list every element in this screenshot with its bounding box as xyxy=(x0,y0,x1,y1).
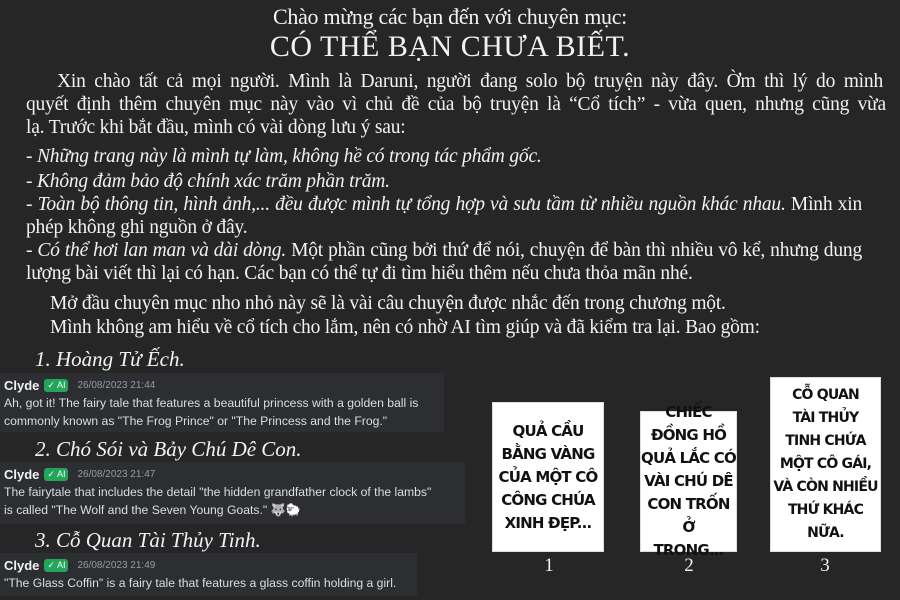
note-text: - Có thể hơi lan man và dài dòng. xyxy=(26,240,287,261)
chat-message xyxy=(0,373,444,432)
note-3 xyxy=(26,193,862,216)
paragraph-3: Mình không am hiểu về cổ tích cho lắm, nên có nhờ AI tìm giúp và đã kiểm tra lại. Bao gồm: xyxy=(50,317,760,338)
panel-label: 2 xyxy=(684,555,694,576)
section-subtitle: Chào mừng các bạn đến với chuyên mục: xyxy=(273,4,627,29)
note-text: - Toàn bộ thông tin, hình ảnh,... đều được mình tự tổng hợp và sưu tầm từ nhiều nguồn khác nhau. xyxy=(26,194,786,215)
paragraph-2: Mở đầu chuyên mục nho nhỏ này sẽ là vài câu chuyện được nhắc đến trong chương một. xyxy=(50,293,726,314)
panel-label: 1 xyxy=(544,555,554,576)
ai-badge: ✓ AI xyxy=(44,379,68,392)
chat-message xyxy=(0,462,465,524)
timestamp: 26/08/2023 21:49 xyxy=(77,559,156,571)
manga-panel: CỖ QUAN TÀI THỦY TINH CHỨA MỘT CÔ GÁI, VÀ CÒN NHIỀU THỨ KHÁC NỮA. xyxy=(770,377,881,552)
message-text: is called "The Wolf and the Seven Young Goats." 🐺🐑 xyxy=(4,503,301,517)
manga-panel: QUẢ CẦU BẰNG VÀNG CỦA MỘT CÔ CÔNG CHÚA XINH ĐẸP... xyxy=(492,402,604,552)
message-text: The fairytale that includes the detail "the hidden grandfather clock of the lambs" xyxy=(4,485,432,499)
note-4 xyxy=(26,239,862,262)
intro-line: Xin chào tất cả mọi người. Mình là Daruni, người đang solo bộ truyện này đây. Ờm thì lý do mình xyxy=(57,71,883,92)
manga-panel: CHIẾC ĐỒNG HỒ QUẢ LẮC CÓ VÀI CHÚ DÊ CON TRỐN Ở TRONG... xyxy=(641,403,736,559)
note-2 xyxy=(26,170,390,193)
note-text: Mình xin xyxy=(785,194,862,215)
story-heading: 1. Hoàng Tử Ếch. xyxy=(35,347,185,371)
message-text: commonly known as "The Frog Prince" or "The Princess and the Frog." xyxy=(4,414,388,428)
ai-badge: ✓ AI xyxy=(44,468,68,481)
note-4-cont: lượng bài viết thì lại có hạn. Các bạn có thể tự đi tìm hiểu thêm nếu chưa thỏa mãn nhé. xyxy=(26,263,693,284)
panel-label: 3 xyxy=(820,555,830,576)
story-heading: 2. Chó Sói và Bảy Chú Dê Con. xyxy=(35,437,302,461)
page-title: CÓ THỂ BẠN CHƯA BIẾT. xyxy=(269,30,631,63)
note-text: Một phần cũng bởi thứ để nói, chuyện để bàn thì nhiều vô kể, nhưng dung xyxy=(286,240,862,261)
note-text: - Những trang này là mình tự làm, không hề có trong tác phẩm gốc. xyxy=(26,146,542,167)
intro-line: quyết định thêm chuyên mục này vào vì chủ đề của bộ truyện là “Cổ tích” - vừa quen, nhưng cũng vừa xyxy=(26,94,886,115)
author-name[interactable]: Clyde xyxy=(4,557,40,573)
note-text: - Không đảm bảo độ chính xác trăm phần trăm. xyxy=(26,171,390,192)
intro-line: lạ. Trước khi bắt đầu, mình có vài dòng lưu ý sau: xyxy=(26,117,406,138)
note-3-cont: phép không ghi nguồn ở đây. xyxy=(26,217,248,238)
author-name[interactable]: Clyde xyxy=(4,466,40,482)
message-text: Ah, got it! The fairy tale that features a beautiful princess with a golden ball is xyxy=(4,396,419,410)
message-text: "The Glass Coffin" is a fairy tale that features a glass coffin holding a girl. xyxy=(4,576,397,590)
chat-message xyxy=(0,553,417,596)
timestamp: 26/08/2023 21:47 xyxy=(77,468,156,480)
ai-badge: ✓ AI xyxy=(44,559,68,572)
timestamp: 26/08/2023 21:44 xyxy=(77,379,156,391)
author-name[interactable]: Clyde xyxy=(4,377,40,393)
story-heading: 3. Cỗ Quan Tài Thủy Tinh. xyxy=(35,528,261,552)
note-1 xyxy=(26,145,542,168)
